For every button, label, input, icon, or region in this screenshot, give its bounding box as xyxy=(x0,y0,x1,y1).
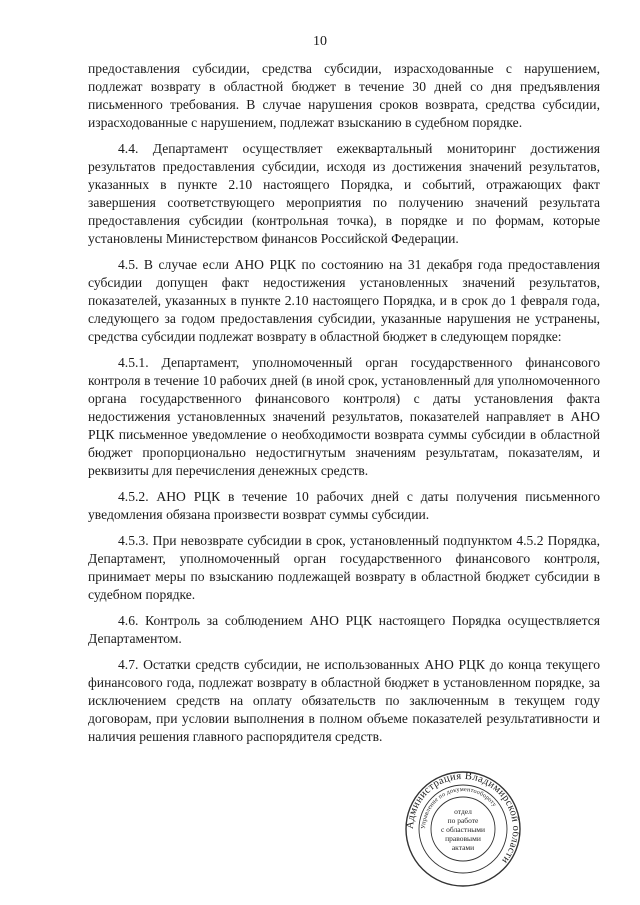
paragraph-4-6: 4.6. Контроль за соблюдением АНО РЦК настоящего Порядка осуществляется Департаментом. xyxy=(88,613,600,646)
official-stamp xyxy=(404,770,522,888)
stamp-inner-text: Управление по документообороту xyxy=(419,785,498,830)
page-number: 10 xyxy=(313,34,327,49)
stamp-line-1: отдел xyxy=(454,807,472,816)
paragraph-4-4: 4.4. Департамент осуществляет ежеквартальный мониторинг достижения результатов предоставления субсидии, исходя из достижения значений результатов, указанных в пункте 2.10 настоящего Порядка, и событий, отражающих факт завершения соответствующего мероприятия по получению значений результата предоставления субсидии (контрольная точка), в порядке и по формам, которые установлены Министерством финансов Российской Федерации. xyxy=(88,141,600,246)
stamp-line-4: правовыми xyxy=(445,834,481,843)
paragraph-4-5-1: 4.5.1. Департамент, уполномоченный орган государственного финансового контроля в течение 10 рабочих дней (в иной срок, установленный для уполномоченного органа государственного финансового контроля) с даты установления факта недостижения установленных значений результатов, показателей направляет в АНО РЦК письменное уведомление о необходимости возврата суммы субсидии в областной бюджет пропорционально недостигнутым значениям результатам, показателям, и реквизиты для перечисления денежных средств. xyxy=(88,355,600,478)
stamp-line-5: актами xyxy=(451,843,475,852)
document-body xyxy=(88,60,600,754)
stamp-line-2: по работе xyxy=(447,816,479,825)
paragraph-4-7: 4.7. Остатки средств субсидии, не использованных АНО РЦК до конца текущего финансового года, подлежат возврату в областной бюджет в установленном порядке, за исключением средств на оплату обязательств по заключенным в текущем году договорам, при условии выполнения в полном объеме показателей результативности и наличия решения главного распорядителя средств. xyxy=(88,657,600,744)
paragraph-continuation: предоставления субсидии, средства субсидии, израсходованные с нарушением, подлежат возврату в областной бюджет в течение 30 дней со дня предъявления письменного требования. В случае нарушения сроков возврата, средства субсидии, израсходованные с нарушением, подлежат взысканию в судебном порядке. xyxy=(88,61,600,130)
paragraph-4-5-2: 4.5.2. АНО РЦК в течение 10 рабочих дней с даты получения письменного уведомления обязана произвести возврат суммы субсидии. xyxy=(88,489,600,522)
paragraph-4-5-3: 4.5.3. При невозврате субсидии в срок, установленный подпунктом 4.5.2 Порядка, Департамент, уполномоченный орган государственного финансового контроля, принимает меры по взысканию подлежащей возврату в областной бюджет субсидии в судебном порядке. xyxy=(88,533,600,602)
stamp-outer-text: Администрация Владимирской области xyxy=(404,770,522,866)
paragraph-4-5: 4.5. В случае если АНО РЦК по состоянию на 31 декабря года предоставления субсидии допущен факт недостижения установленных значений результатов, показателей, указанных в пункте 2.10 настоящего Порядка, и в срок до 1 февраля года, следующего за годом предоставления субсидии, указанные нарушения не устранены, средства субсидии подлежат возврату в областной бюджет в следующем порядке: xyxy=(88,257,600,344)
stamp-line-3: с областными xyxy=(440,825,486,834)
